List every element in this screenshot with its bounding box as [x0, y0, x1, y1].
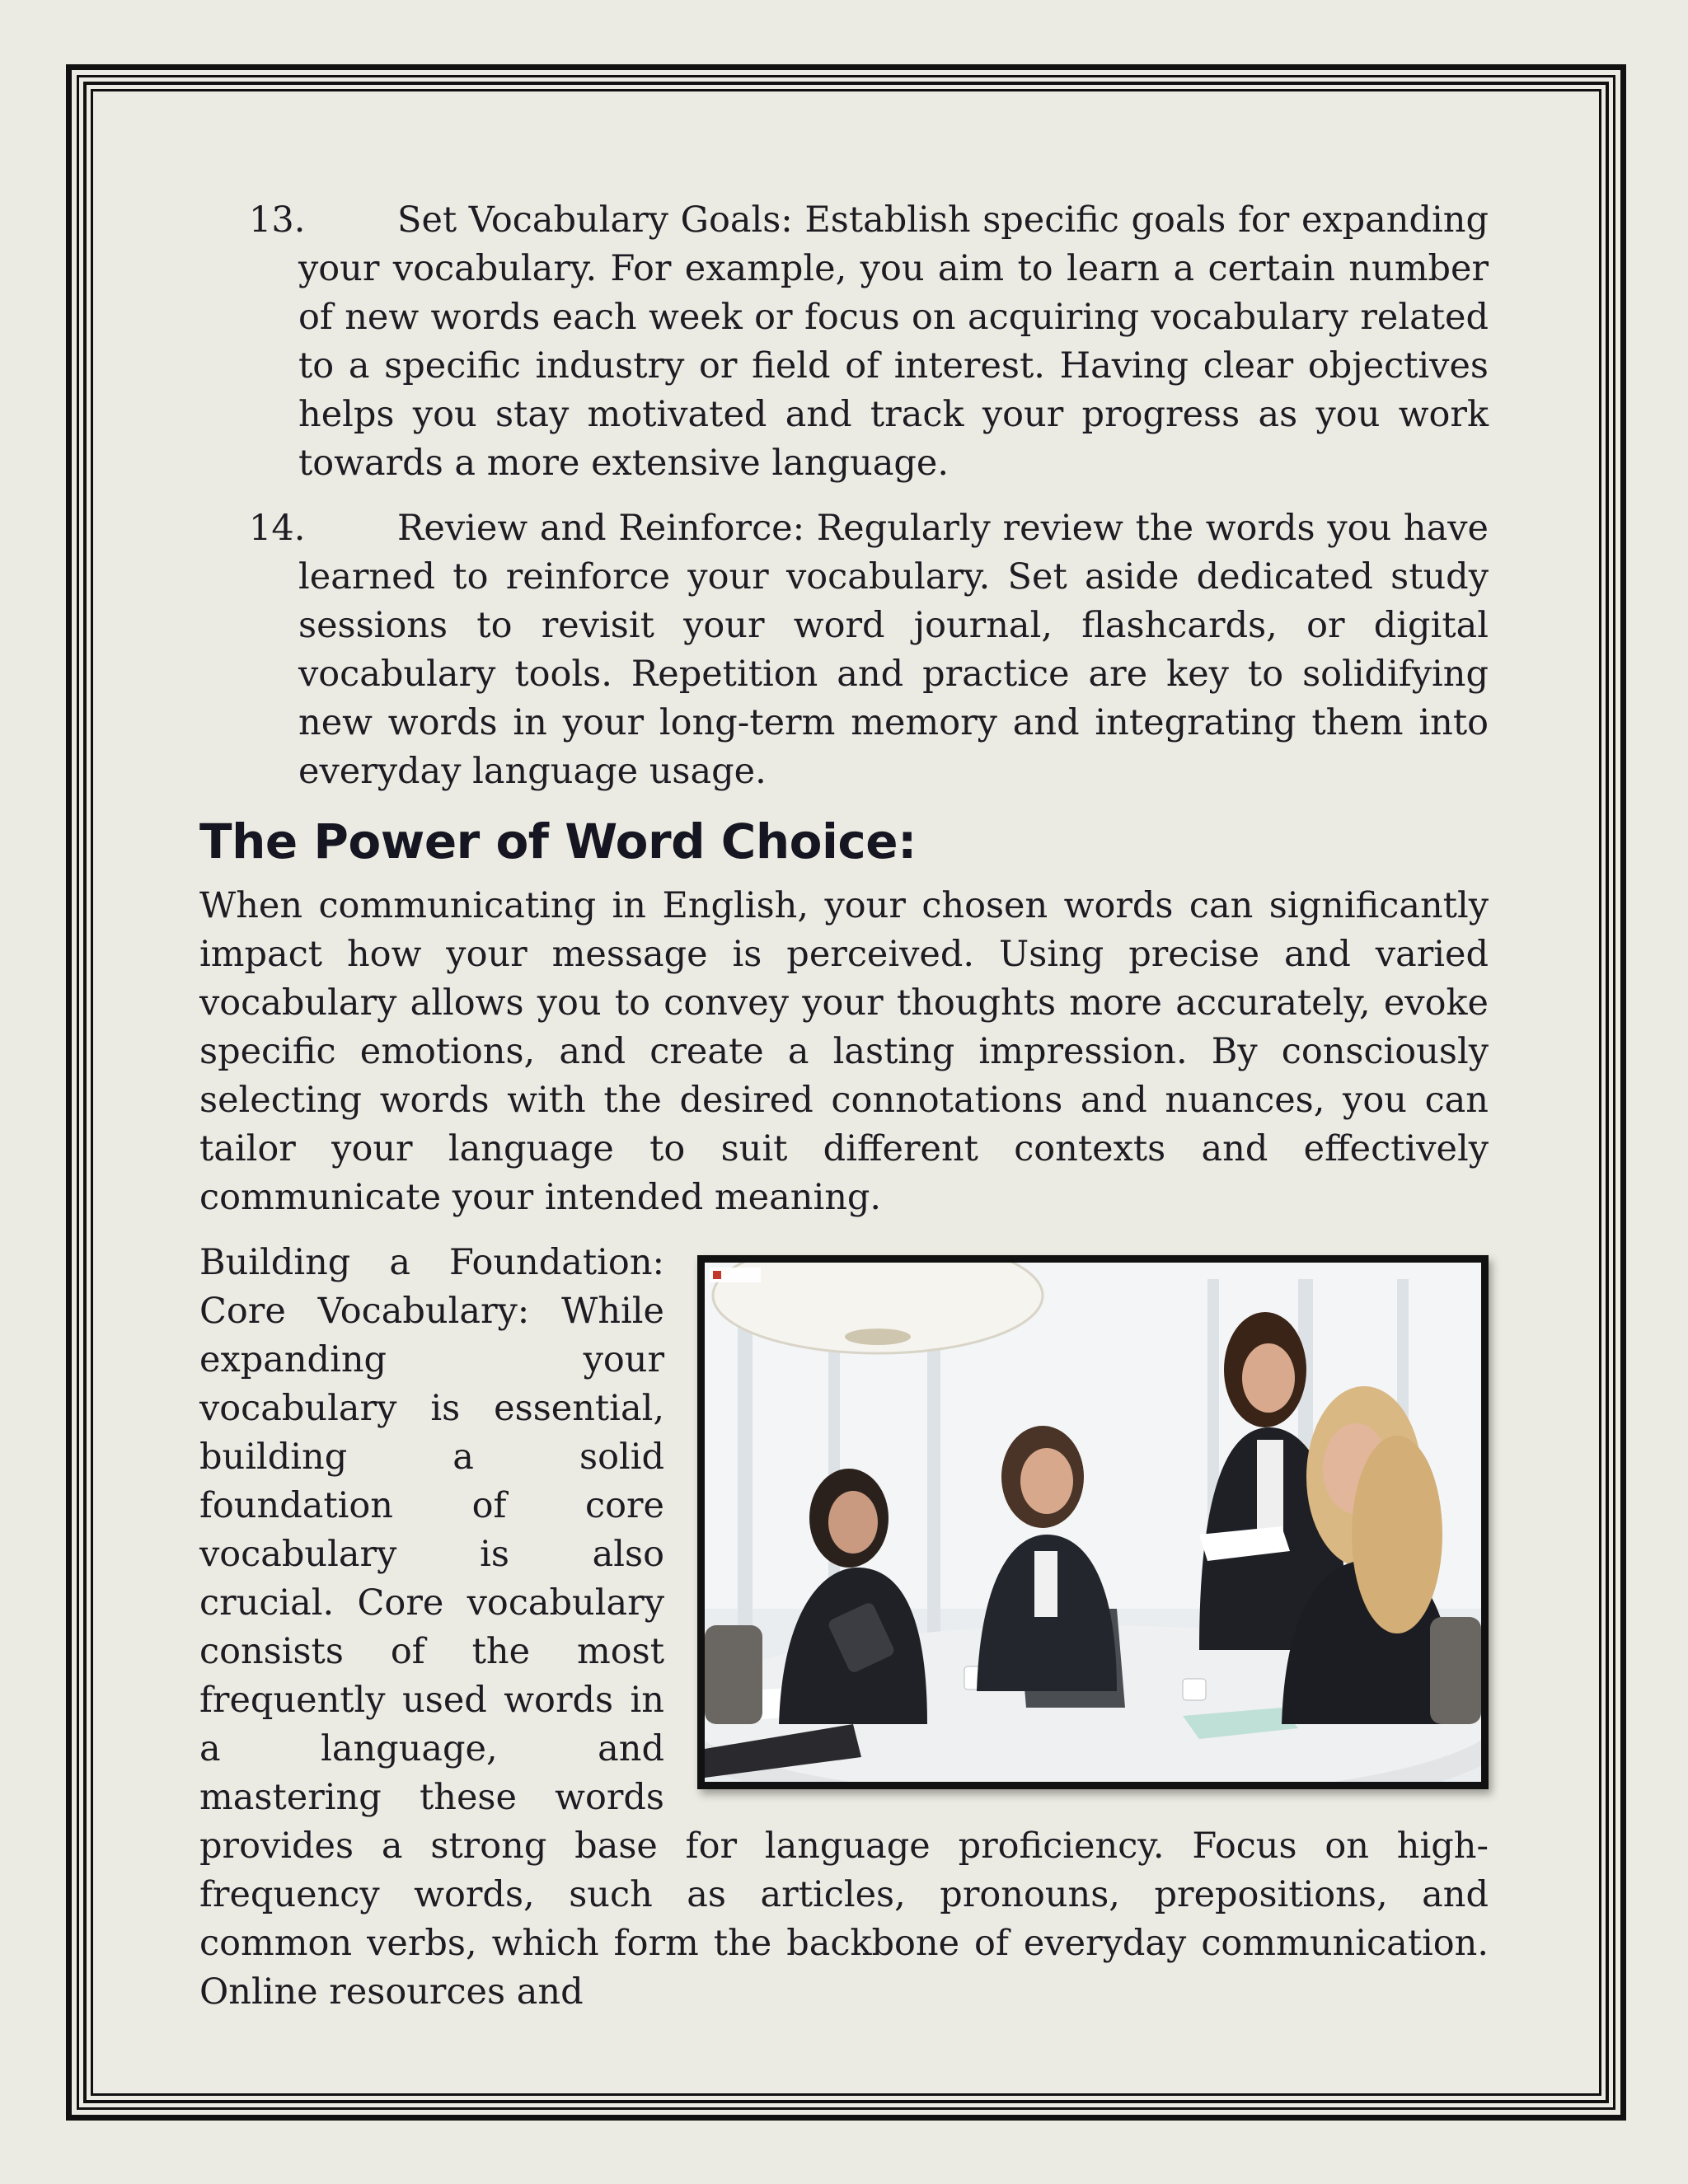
list-item-14	[249, 504, 1489, 796]
list-item-paragraph	[249, 196, 1489, 488]
list-number: 14.	[249, 508, 306, 549]
section-heading: The Power of Word Choice:	[199, 813, 917, 869]
paragraph-core-vocabulary: Building a Foundation: Core Vocabulary: While expanding your vocabulary is essential, building a solid foundation of core vocabulary is also crucial. Core vocabulary consists of the most frequently used words in a language, and mastering these words provides a strong base for language proficiency. Focus on high-frequency words, such as articles, pronouns, prepositions, and common verbs, which form the backbone of everyday communication. Online resources and	[199, 1242, 1489, 2013]
meeting-photo	[697, 1255, 1489, 1789]
list-item-13	[249, 196, 1489, 488]
photo-meeting-icon	[705, 1263, 1481, 1782]
list-item-paragraph	[249, 504, 1489, 796]
list-number: 13.	[249, 199, 306, 241]
list-item-text: Review and Reinforce: Regularly review the words you have learned to reinforce your vocabulary. Set aside dedicated study sessions to revisit your word journal, flashcards, or digital vocabulary tools. Repetition and practice are key to solidifying new words in your long-term memory and integrating them into everyday language usage.	[298, 508, 1489, 792]
paragraph-core-vocabulary-block	[199, 1239, 1489, 2017]
page-content	[199, 196, 1489, 2033]
paragraph-word-choice: When communicating in English, your chosen words can significantly impact how your message is perceived. Using precise and varied vocabulary allows you to convey your thoughts more accurately, evoke specific emotions, and create a lasting impression. By consciously selecting words with the desired connotations and nuances, you can tailor your language to suit different contexts and effectively communicate your intended meaning.	[199, 885, 1489, 1218]
list-item-text: Set Vocabulary Goals: Establish specific goals for expanding your vocabulary. For example, you aim to learn a certain number of new words each week or focus on acquiring vocabulary related to a specific industry or field of interest. Having clear objectives helps you stay motivated and track your progress as you work towards a more extensive language.	[298, 199, 1489, 484]
